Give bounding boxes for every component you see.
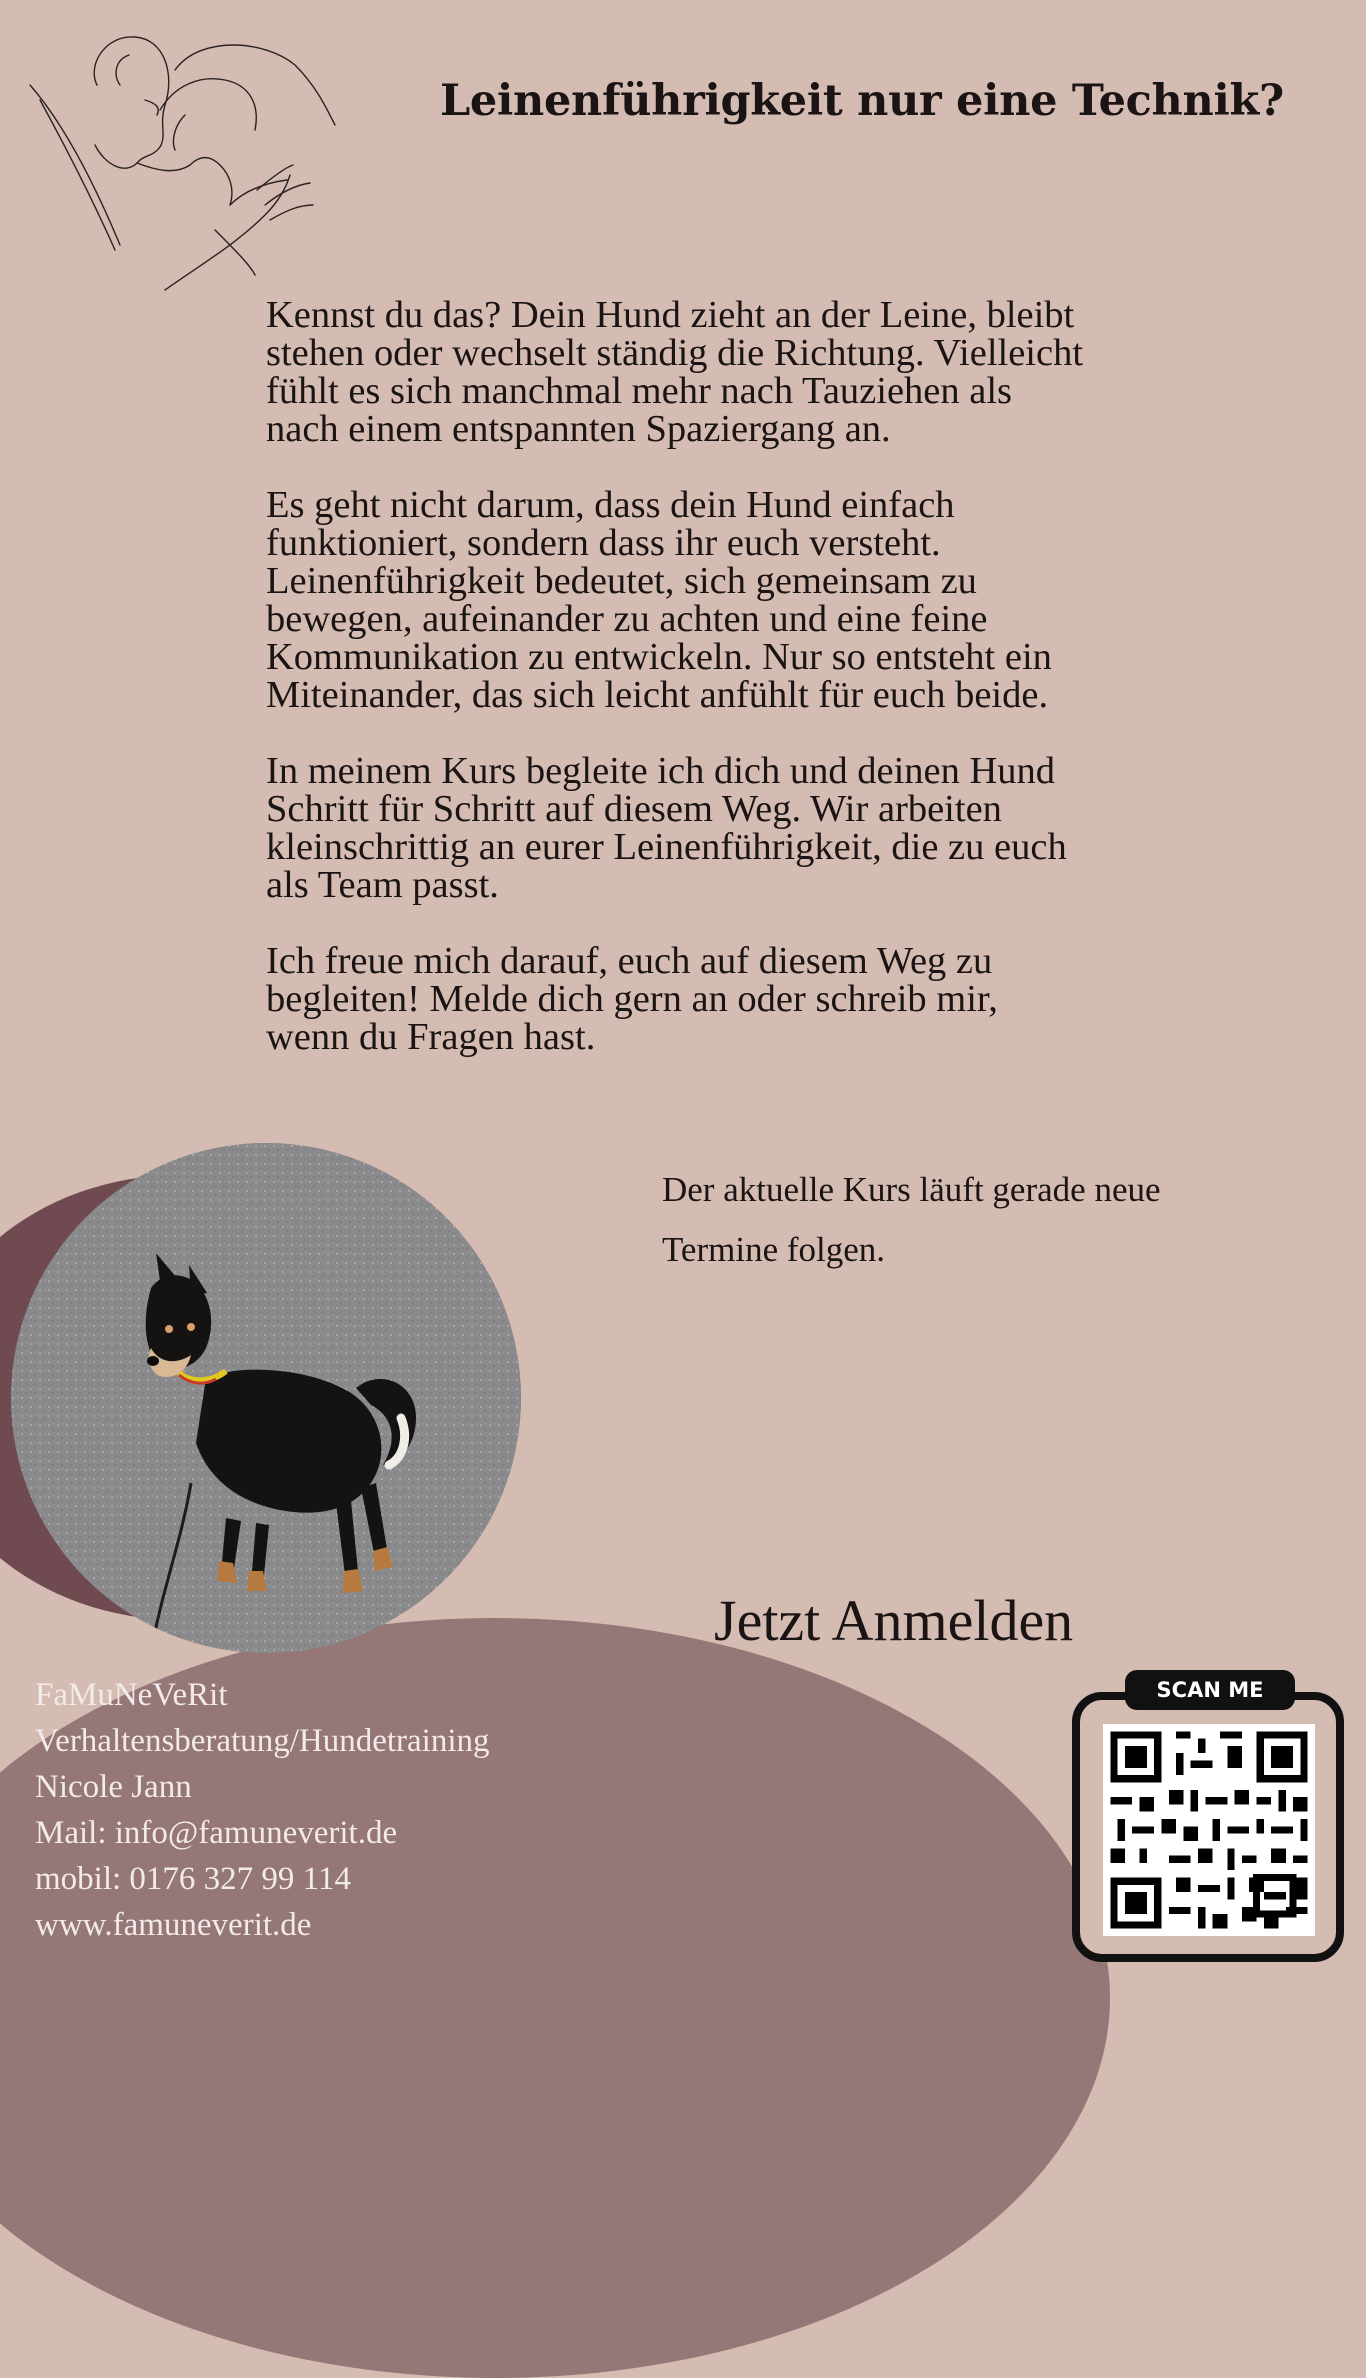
dog-photo: [11, 1143, 521, 1653]
brand-name: FaMuNeVeRit: [35, 1677, 228, 1713]
paragraph-4: Ich freue mich darauf, euch auf diesem Weg zu begleiten! Melde dich gern an oder schreib mir, wenn du Fragen hast.: [266, 940, 998, 1058]
course-status-line-1: Der aktuelle Kurs läuft gerade neue: [662, 1170, 1161, 1209]
trainer-name: Nicole Jann: [35, 1769, 192, 1805]
course-status-note: [662, 1160, 1322, 1280]
register-now-heading: Jetzt Anmelden: [714, 1588, 1074, 1653]
contact-mobile: mobil: 0176 327 99 114: [35, 1861, 351, 1897]
brand-subtitle: Verhaltensberatung/Hundetraining: [35, 1723, 490, 1759]
contact-block: [35, 1672, 735, 1948]
person-dog-sketch-illustration: [25, 15, 385, 300]
contact-mail: Mail: info@famuneverit.de: [35, 1815, 398, 1851]
intro-text: [266, 296, 1206, 1094]
paragraph-2: Es geht nicht darum, dass dein Hund einfach funktioniert, sondern dass ihr euch versteht. Leinenführigkeit bedeutet, sich gemeinsam zu bewegen, aufeinander zu achten und eine feine Kommunikation zu entwickeln. Nur so entsteht ein Miteinander, das sich leicht anfühlt für euch beide.: [266, 484, 1052, 716]
course-status-line-2: Termine folgen.: [662, 1230, 886, 1269]
paragraph-1: Kennst du das? Dein Hund zieht an der Leine, bleibt stehen oder wechselt ständig die Richtung. Vielleicht fühlt es sich manchmal mehr nach Tauziehen als nach einem entspannten Spaziergang an.: [266, 294, 1084, 450]
paragraph-3: In meinem Kurs begleite ich dich und deinen Hund Schritt für Schritt auf diesem Weg. Wir arbeiten kleinschrittig an eurer Leinenführigkeit, die zu euch als Team passt.: [266, 750, 1067, 906]
scan-me-label: SCAN ME: [1125, 1670, 1295, 1710]
shiba-dog-image: [11, 1143, 521, 1653]
contact-website: www.famuneverit.de: [35, 1907, 312, 1943]
qr-code[interactable]: [1103, 1724, 1315, 1936]
page-title: Leinenführigkeit nur eine Technik?: [440, 76, 1284, 126]
